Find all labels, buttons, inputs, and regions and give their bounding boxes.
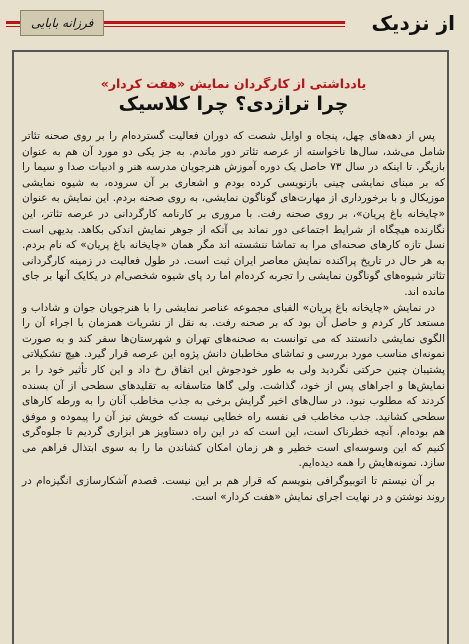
column-header [6,10,463,36]
article-paragraph: بر آن نیستم تا اتوبیوگرافی بنویسم که قرار هم بر این نیست. قصدم آشکارسازی انگیزه‌ام در روند نوشتن و در نهایت اجرای نمایش «هفت کردار» است. [22,475,445,503]
column-title: از نزدیک [371,11,455,35]
article-kicker: یادداشتی از کارگردان نمایش «هفت کردار» [100,76,367,91]
article-paragraph: در نمایش «چایخانه باغ پریان» الفبای مجموعه عناصر نمایشی را با هنرجویان جوان و شاداب و مستعد کار کردم و حاصل آن بود که بر صحنه رفت. به نقل از نشریات همزمان با اجراء آن را الگوی نمایشی دانستند که می توانست به صحنه‌های تهران و شهرستان‌ها سفر کند و به صورت نمونه‌ای مناسب مورد بررسی و تماشای مخاطبان دانش پژوه این عرصه قرار گیرد. هیچ تشکیلاتی پشتیبان چنین حرکتی نگردید ولی به طور خودجوش این اتفاق رخ داد و این کار تأثیر خود را بر نمایش‌ها و اجراهای پس از خود، گذاشت. ولی گاها متاسفانه به تقلیدهای سطحی از آن بسنده کردند که مطلوب نبود. در سال‌های اخیر گرایش برخی به جذب مخاطب آنان را به ورطه کارهای سطحی کشانید. جذب مخاطب فی نفسه راه خطایی نیست که خویش نیز آن را پیموده و موفق هم بوده‌ام. آنچه خطرناک است، این است که در این راه دستاویز هر ابزاری گردیم تا جلوه‌گری کنیم که این وسوسه‌ای است خطیر و هر زمان امکان کشاندن ما را به سوی ابتذال فراهم می سازد. نمونه‌هایش را همه دیده‌ایم. [22,301,445,470]
author-name: فرزانه بابایی [20,10,104,36]
article-body [22,129,445,505]
article-headline: چرا تراژدی؟ چرا کلاسیک [118,93,349,115]
article-paragraph: پس از دهه‌های چهل، پنجاه و اوایل شصت که دوران فعالیت گسترده‌ام را بر روی صحنه تئاتر شامل می‌شد، سال‌ها ناخواسته از عرصه تئاتر دور ماندم. به جز یکی دو مورد آن هم به عنوان بازیگر. تا اینکه در سال ۷۳ حاصل یک دوره آموزش هنرجویان مدرسه هنر و ادبیات صدا و سیما را که بر مبنای نمایشی چینی بازنویسی کرده بودم و اشعاری بر آن سروده، به شیوه نمایشی موزیکال و با برخورداری از مهارت‌های گوناگون نمایشی، به روی صحنه بردم. این نمایش به عنوان «چایخانه باغ پریان»، بر روی صحنه رفت. با مروری بر کارنامه کارگردانی در عرصه تئاتر، این نگارنده هیچگاه از شرایط اجتماعی دور نماند بی آنکه از جوهر نمایش اندکی بکاهد. بدیهی است نسل تازه کارهای صحنه‌ای مرا به تماشا ننشسته اند مگر همان «چایخانه باغ پریان» که نام بردم. به هر حال در تاریخ پراکنده نمایش معاصر ایران ثبت است. در طول فعالیت در زمینه کارگردانی تئاتر شیوه‌های گوناگون نمایشی را تجربه کرده‌ام اما رد پای شیوه شخصی‌ام در یکایک آنها بر جای مانده اند. [22,130,445,298]
